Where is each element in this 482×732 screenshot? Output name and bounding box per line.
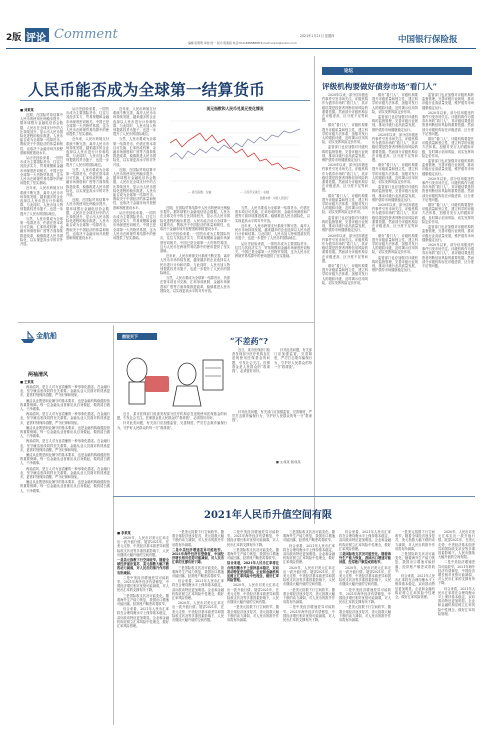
main-paragraph: 近期，在国际贸易结算中人民币的使用比例稳步提升。据环球银行金融电信协会数据，人民币在全球支付中的占比持续回升，显示出人民币国际化进程的稳步推进。人民币能否成为全球第一结算货币，既取决于中国经济的体量和韧性，也取决于金融市场开放程度和制度建设水平。 <box>160 206 230 232</box>
sidebar-paragraph: 2020年以来，部分信用债违约事件引发市场关注。评级机构作为债券市场的“看门人”，其评级结果是投资者判断信用风险的重要依据。然而部分评级机构存在评级虚高、区分度不足等问题。 <box>372 203 418 233</box>
column-paragraph: 廉洁从业既是职业操守的基本要求，也是金融机构稳健经营的重要保障。每一位金融从业者都应从自身做起，做到清白做人、干净做事。 <box>20 453 110 466</box>
main-paragraph: 从历史经验来看，一国货币成为主要国际货币，往往与其经济实力、贸易规模和金融市场深度密切相关。中国已是全球第一大货物贸易国，这为人民币在跨境贸易结算中的使用提供了坚实基础。 <box>66 107 109 137</box>
bottom-top-rule <box>113 496 475 497</box>
main-title-rule <box>20 100 310 101</box>
main-paragraph: 近期，在国际贸易结算中人民币的使用比例稳步提升。据环球银行金融电信协会数据，人民币在全球支付中的占比持续回升，显示出人民币国际化进程的稳步推进。人民币能否成为全球第一结算货币，既取决于中国经济的体量和韧性，也取决于金融市场开放程度和制度建设水平。 <box>20 113 63 155</box>
sidebar-paragraph: 2020年以来，部分信用债违约事件引发市场关注。评级机构作为债券市场的“看门人”，其评级结果是投资者判断信用风险的重要依据。然而部分评级机构存在评级虚高、区分度不足等问题。 <box>372 132 418 163</box>
bottom-paragraph: 综合来看，2021年人民币汇率将在合理均衡水平上保持基本稳定，双向波动特征更加明显。企业和金融机构应树立汇率风险中性理念，做好汇率风险管理。 <box>438 586 475 616</box>
bottom-article-byline: ■ 李某某 <box>117 531 131 535</box>
column-paragraph: 两袖清风，是古人对为官清廉的一种形象化描述。在金融行业，坚守廉洁底线同样至关重要。金融从业人员面对的诱惑更多，更需时刻保持清醒，严守纪律和规矩。 <box>20 385 110 398</box>
sidebar-title: 评级机构要做好债券市场“看门人” <box>322 82 438 91</box>
cartoon-illustration <box>117 340 227 410</box>
sidebar-paragraph: 2020年以来，部分信用债违约事件引发市场关注。评级机构作为债券市场的“看门人”，其评级结果是投资者判断信用风险的重要依据。然而部分评级机构存在评级虚高、区分度不足等问题。 <box>322 93 368 123</box>
cartoon-paragraph: 针对此类问题，有关部门应加强监管，完善制度，严厉打击欺诈骗保行为，守护好人民群众的每一分“救命钱”。 <box>117 421 227 430</box>
cartoon-paragraph: 近日，某市医保部门检查发现部分医疗机构存在违规使用医保基金的问题，引发社会关注。医保基金是人民群众的“救命钱”，必须管好用好。 <box>232 348 270 374</box>
sidebar-paragraph: 监管部门也应加强对评级机构的监督管理，完善评级行业规则，推动评级行业高质量发展，维护债券市场健康稳定运行。 <box>372 115 418 132</box>
bottom-paragraph: 三是国际收支状况可能变化。随着海外生产能力恢复，我国出口增速可能回落，经常账户顺差或将收窄。 <box>117 593 169 607</box>
section-title-en: Comment <box>54 27 118 42</box>
bottom-paragraph: 二是中美经济增速差异可能收窄。2021年海外经济有望修复，中国经济增长相对优势可能减弱，对人民币汇率的支撑有所下降。 <box>117 575 169 593</box>
cartoon-title: “不差药”? <box>230 336 268 346</box>
sidebar-paragraph: 做好“看门人”，评级机构要提升评级质量和独立性，建立科学的评级方法体系，加强对发行人的跟踪评级，及时揭示信用风险，切实发挥风险定价作用。 <box>322 193 368 215</box>
bottom-paragraph: 一是美元指数下行空间收窄。随着全球经济逐步复苏，美元指数大幅下跌的动力减弱，对人民币的推升作用将有所减弱。 <box>283 587 335 605</box>
sidebar-paragraph: 2020年以来，部分信用债违约事件引发市场关注。评级机构作为债券市场的“看门人”，其评级结果是投资者判断信用风险的重要依据。然而部分评级机构存在评级虚高、区分度不足等问题。 <box>322 233 368 263</box>
sidebar-paragraph: 做好“看门人”，评级机构要提升评级质量和独立性，建立科学的评级方法体系，加强对发行人的跟踪评级，及时揭示信用风险，切实发挥风险定价作用。 <box>322 123 368 145</box>
chart-legend-1: — 美元指数：左轴 <box>188 190 212 194</box>
bottom-paragraph: 综合来看，2021年人民币汇率将在合理均衡水平上保持基本稳定，双向波动特征更加明显。企业和金融机构应树立汇率风险中性理念，做好汇率风险管理。 <box>117 607 169 629</box>
bottom-paragraph: 2020年，人民币对美元汇率走出一波升值行情。展望2021年，在美元走势、中美经济基本面差异和国际收支状况等多重因素影响下，人民币继续大幅升值的空间有限。 <box>227 583 279 605</box>
chart-panel <box>160 104 310 202</box>
bottom-col-3 <box>227 530 279 722</box>
main-paragraph: 近年来，人民币跨境支付系统不断完善，离岸人民币市场持续发展，越来越多的企业选择以人民币进行计价和结算。与此同时，人民币加入特别提款权货币篮子，也进一步提升了人民币的国际地位。 <box>160 254 230 276</box>
column-text <box>20 385 110 705</box>
main-paragraph: 近年来，人民币跨境支付系统不断完善，离岸人民币市场持续发展，越来越多的企业选择以人民币进行计价和结算。与此同时，人民币加入特别提款权货币篮子，也进一步提升了人民币的国际地位。 <box>20 186 63 216</box>
bottom-col-4 <box>283 530 335 722</box>
sidebar-paragraph: 做好“看门人”，评级机构要提升评级质量和独立性，建立科学的评级方法体系，加强对发行人的跟踪评级，及时揭示信用风险，切实发挥风险定价作用。 <box>372 233 418 255</box>
sidebar-col-2 <box>372 93 418 521</box>
bottom-paragraph: 一是美元指数下行空间收窄。随着全球经济逐步复苏，美元指数大幅下跌的动力减弱，对人民币的推升作用将有所减弱。 <box>339 605 391 623</box>
column-paragraph: 廉洁从业既是职业操守的基本要求，也是金融机构稳健经营的重要保障。每一位金融从业者都应从自身做起，做到清白做人、干净做事。 <box>20 398 110 412</box>
main-article-col-3 <box>113 107 156 321</box>
bottom-paragraph: 2020年，人民币对美元汇率走出一波升值行情。展望2021年，在美元走势、中美经济基本面差异和国际收支状况等多重因素影响下，人民币继续大幅升值的空间有限。 <box>339 565 391 587</box>
sidebar-paragraph: 做好“看门人”，评级机构要提升评级质量和独立性，建立科学的评级方法体系，加强对发行人的跟踪评级，及时揭示信用风险，切实发挥风险定价作用。 <box>372 93 418 114</box>
bottom-paragraph: 2020年，人民币对美元汇率走出一波升值行情。展望2021年，在美元走势、中美经济基本面差异和国际收支状况等多重因素影响下，人民币继续大幅升值的空间有限。 <box>172 601 224 623</box>
cartoon-text-bottom <box>117 412 227 460</box>
bottom-paragraph: 一是美元指数下行空间收窄。随着全球经济逐步复苏，美元指数大幅下跌的动力减弱，对人民币的推升作用将有所减弱。 <box>172 530 224 547</box>
cartoon-drawing <box>117 340 227 410</box>
main-paragraph: 近期，在国际贸易结算中人民币的使用比例稳步提升。据环球银行金融电信协会数据，人民币在全球支付中的占比持续回升，显示出人民币国际化进程的稳步推进。人民币能否成为全球第一结算货币，既取决于中国经济的体量和韧性，也取决于金融市场开放程度和制度建设水平。 <box>66 198 109 241</box>
cartoon-text-left <box>232 348 270 406</box>
bottom-subhead: 二是中美经济增速差异可能收窄。2021年海外经济有望修复，中国经济增长相对优势可能减弱，对人民币汇率的支撑有所下降。 <box>172 547 224 565</box>
bottom-paragraph: 综合来看，2021年人民币汇率将在合理均衡水平上保持基本稳定，双向波动特征更加明显。企业和金融机构应树立汇率风险中性理念，做好汇率风险管理。 <box>395 574 435 600</box>
column-paragraph: 廉洁从业既是职业操守的基本要求，也是金融机构稳健经营的重要保障。每一位金融从业者都应从自身做起，做到清白做人、干净做事。 <box>20 480 110 493</box>
sidebar-paragraph: 监管部门也应加强对评级机构的监督管理，完善评级行业规则，推动评级行业高质量发展，维护债券市场健康稳定运行。 <box>322 215 368 233</box>
ship-icon <box>20 330 36 344</box>
main-article-col-4 <box>160 206 230 321</box>
chart-legend-2: — 人民币兑美元：右轴 <box>240 190 269 194</box>
bottom-paragraph: 三是国际收支状况可能变化。随着海外生产能力恢复，我国出口增速可能回落，经常账户顺差或将收窄。 <box>172 565 224 579</box>
sidebar-paragraph: 2020年以来，部分信用债违约事件引发市场关注。评级机构作为债券市场的“看门人”，其评级结果是投资者判断信用风险的重要依据。然而部分评级机构存在评级虚高、区分度不足等问题。 <box>422 110 474 136</box>
bottom-subhead: 三是国际收支状况可能变化。随着海外生产能力恢复，我国出口增速可能回落，经常账户顺差或将收窄。 <box>339 552 391 565</box>
chart-source: 数据来源：中国人民银行 <box>260 197 289 200</box>
sidebar-paragraph: 监管部门也应加强对评级机构的监督管理，完善评级行业规则，推动评级行业高质量发展，维护债券市场健康稳定运行。 <box>372 185 418 202</box>
sidebar-paragraph: 2020年以来，部分信用债违约事件引发市场关注。评级机构作为债券市场的“看门人”，其评级结果是投资者判断信用风险的重要依据。然而部分评级机构存在评级虚高、区分度不足等问题。 <box>422 242 474 268</box>
main-paragraph: 当然，人民币要成为全球第一结算货币，仍需在资本项目可兑换、汇率形成机制、金融市场深度和广度等方面持续推进改革，稳慎推进人民币国际化，以实现更高水平的对外开放。 <box>113 137 156 167</box>
main-paragraph: 从历史经验来看，一国货币成为主要国际货币，往往与其经济实力、贸易规模和金融市场深度密切相关。中国已是全球第一大货物贸易国，这为人民币在跨境贸易结算中的使用提供了坚实基础。 <box>20 156 63 186</box>
column-paragraph: 两袖清风，是古人对为官清廉的一种形象化描述。在金融行业，坚守廉洁底线同样至关重要。金融从业人员面对的诱惑更多，更需时刻保持清醒，严守纪律和规矩。 <box>20 412 110 425</box>
sidebar-col-1 <box>322 93 368 521</box>
bottom-paragraph: 综合来看，2021年人民币汇率将在合理均衡水平上保持基本稳定，双向波动特征更加明显。企业和金融机构应树立汇率风险中性理念，做好汇率风险管理。 <box>172 579 224 601</box>
bottom-subhead: 一是美元指数下行空间收窄。随着全球经济逐步复苏，美元指数大幅下跌的动力减弱，对人民币的推升作用将有所减弱。 <box>117 558 169 575</box>
column-divider <box>314 56 315 524</box>
main-paragraph: 当然，人民币要成为全球第一结算货币，仍需在资本项目可兑换、汇率形成机制、金融市场深度和广度等方面持续推进改革，稳慎推进人民币国际化，以实现更高水平的对外开放。 <box>160 276 230 293</box>
sidebar-paragraph: 2020年以来，部分信用债违约事件引发市场关注。评级机构作为债券市场的“看门人”，其评级结果是投资者判断信用风险的重要依据。然而部分评级机构存在评级虚高、区分度不足等问题。 <box>322 163 368 193</box>
main-paragraph: 近年来，人民币跨境支付系统不断完善，离岸人民币市场持续发展，越来越多的企业选择以人民币进行计价和结算。与此同时，人民币加入特别提款权货币篮子，也进一步提升了人民币的国际地位。 <box>235 223 310 241</box>
column-paragraph: 两袖清风，是古人对为官清廉的一种形象化描述。在金融行业，坚守廉洁底线同样至关重要。金融从业人员面对的诱惑更多，更需时刻保持清醒，严守纪律和规矩。 <box>20 439 110 452</box>
column-title: 两袖清风 <box>28 372 49 378</box>
series-rmb-usd <box>170 129 300 159</box>
bottom-col-1 <box>117 536 169 722</box>
column-logo <box>20 329 64 345</box>
header-rule <box>6 48 476 49</box>
sidebar-paragraph: 做好“看门人”，评级机构要提升评级质量和独立性，建立科学的评级方法体系，加强对发行人的跟踪评级，及时揭示信用风险，切实发挥风险定价作用。 <box>372 163 418 185</box>
bottom-paragraph: 二是中美经济增速差异可能收窄。2021年海外经济有望修复，中国经济增长相对优势可能减弱，对人民币汇率的支撑有所下降。 <box>438 560 475 586</box>
section-title-cn: 评论 <box>26 33 46 44</box>
bottom-paragraph: 二是中美经济增速差异可能收窄。2021年海外经济有望修复，中国经济增长相对优势可能减弱，对人民币汇率的支撑有所下降。 <box>283 605 335 623</box>
bottom-paragraph: 一是美元指数下行空间收窄。随着全球经济逐步复苏，美元指数大幅下跌的动力减弱，对人民币的推升作用将有所减弱。 <box>395 530 435 551</box>
sidebar-paragraph: 监管部门也应加强对评级机构的监督管理，完善评级行业规则，推动评级行业高质量发展，维护债券市场健康稳定运行。 <box>422 225 474 242</box>
bottom-paragraph: 三是国际收支状况可能变化。随着海外生产能力恢复，我国出口增速可能回落，经常账户顺差或将收窄。 <box>395 552 435 573</box>
sidebar-paragraph: 监管部门也应加强对评级机构的监督管理，完善评级行业规则，推动评级行业高质量发展，维护债券市场健康稳定运行。 <box>322 145 368 163</box>
main-paragraph: 当然，人民币要成为全球第一结算货币，仍需在资本项目可兑换、汇率形成机制、金融市场深度和广度等方面持续推进改革，稳慎推进人民币国际化，以实现更高水平的对外开放。 <box>235 206 310 223</box>
bottom-paragraph: 三是国际收支状况可能变化。随着海外生产能力恢复，我国出口增速可能回落，经常账户顺差或将收窄。 <box>227 547 279 561</box>
sidebar-col-3 <box>422 93 474 521</box>
cartoon-tag-label: 图说天下 <box>122 334 138 339</box>
column-byline: ■ 王某某 <box>20 380 34 384</box>
bottom-paragraph: 二是中美经济增速差异可能收窄。2021年海外经济有望修复，中国经济增长相对优势可能减弱，对人民币汇率的支撑有所下降。 <box>339 587 391 605</box>
bottom-col-6 <box>395 530 435 722</box>
cartoon-text-bottom-right <box>232 410 312 458</box>
cartoon-paragraph: 近日，某市医保部门检查发现部分医疗机构存在违规使用医保基金的问题，引发社会关注。医保基金是人民群众的“救命钱”，必须管好用好。 <box>117 412 227 421</box>
sidebar-paragraph: 做好“看门人”，评级机构要提升评级质量和独立性，建立科学的评级方法体系，加强对发行人的跟踪评级，及时揭示信用风险，切实发挥风险定价作用。 <box>422 203 474 224</box>
column-paragraph: 廉洁从业既是职业操守的基本要求，也是金融机构稳健经营的重要保障。每一位金融从业者都应从自身做起，做到清白做人、干净做事。 <box>20 425 110 439</box>
sidebar-tag-label: 论坛 <box>344 69 353 74</box>
bottom-paragraph: 2020年，人民币对美元汇率走出一波升值行情。展望2021年，在美元走势、中美经济基本面差异和国际收支状况等多重因素影响下，人民币继续大幅升值的空间有限。 <box>438 530 475 560</box>
sidebar-paragraph: 监管部门也应加强对评级机构的监督管理，完善评级行业规则，推动评级行业高质量发展，维护债券市场健康稳定运行。 <box>422 93 474 110</box>
main-article-col-1 <box>20 113 63 321</box>
editor-info: 编辑:张明明 审校:周一 版式:陈素娟 电话:010-88888888 E-mail:xxxxx@xxxxx.com <box>188 41 297 45</box>
bottom-paragraph: 2020年，人民币对美元汇率走出一波升值行情。展望2021年，在美元走势、中美经济基本面差异和国际收支状况等多重因素影响下，人民币继续大幅升值的空间有限。 <box>117 536 169 557</box>
sidebar-paragraph: 监管部门也应加强对评级机构的监督管理，完善评级行业规则，推动评级行业高质量发展，维护债券市场健康稳定运行。 <box>372 255 418 273</box>
cartoon-byline: ■ 文/某某 图/某某 <box>276 460 301 464</box>
cartoon-text-right <box>274 348 312 400</box>
bottom-subhead: 综合来看，2021年人民币汇率将在合理均衡水平上保持基本稳定，双向波动特征更加明显。企业和金融机构应树立汇率风险中性理念，做好汇率风险管理。 <box>227 561 279 583</box>
bottom-paragraph: 综合来看，2021年人民币汇率将在合理均衡水平上保持基本稳定，双向波动特征更加明显。企业和金融机构应树立汇率风险中性理念，做好汇率风险管理。 <box>339 530 391 551</box>
page-number: 2版 <box>6 33 22 43</box>
masthead-logo: 中国银行保险报 <box>398 35 458 45</box>
bottom-paragraph: 2020年，人民币对美元汇率走出一波升值行情。展望2021年，在美元走势、中美经济基本面差异和国际收支状况等多重因素影响下，人民币继续大幅升值的空间有限。 <box>283 565 335 587</box>
sidebar-paragraph: 做好“看门人”，评级机构要提升评级质量和独立性，建立科学的评级方法体系，加强对发行人的跟踪评级，及时揭示信用风险，切实发挥风险定价作用。 <box>322 263 368 285</box>
main-paragraph: 从历史经验来看，一国货币成为主要国际货币，往往与其经济实力、贸易规模和金融市场深度密切相关。中国已是全球第一大货物贸易国，这为人民币在跨境贸易结算中的使用提供了坚实基础。 <box>113 210 156 241</box>
bottom-col-5 <box>339 530 391 722</box>
main-paragraph: 近年来，人民币跨境支付系统不断完善，离岸人民币市场持续发展，越来越多的企业选择以人民币进行计价和结算。与此同时，人民币加入特别提款权货币篮子，也进一步提升了人民币的国际地位。 <box>113 107 156 137</box>
main-paragraph: 近期，在国际贸易结算中人民币的使用比例稳步提升。据环球银行金融电信协会数据，人民币在全球支付中的占比持续回升，显示出人民币国际化进程的稳步推进。人民币能否成为全球第一结算货币，既取决于中国经济的体量和韧性，也取决于金融市场开放程度和制度建设水平。 <box>113 167 156 210</box>
main-article-byline: ■ 刘某某 <box>20 108 34 112</box>
issue-date: 2021年1月21日 星期四 <box>300 34 335 38</box>
bottom-col-2 <box>172 530 224 722</box>
main-paragraph: 从历史经验来看，一国货币成为主要国际货币，往往与其经济实力、贸易规模和金融市场深度密切相关。中国已是全球第一大货物贸易国，这为人民币在跨境贸易结算中的使用提供了坚实基础。 <box>160 232 230 254</box>
bottom-paragraph: 三是国际收支状况可能变化。随着海外生产能力恢复，我国出口增速可能回落，经常账户顺差或将收窄。 <box>283 530 335 543</box>
column-divider <box>113 325 114 725</box>
section-rule <box>18 322 314 323</box>
main-paragraph: 当然，人民币要成为全球第一结算货币，仍需在资本项目可兑换、汇率形成机制、金融市场深度和广度等方面持续推进改革，稳慎推进人民币国际化，以实现更高水平的对外开放。 <box>66 167 109 198</box>
cartoon-paragraph: 针对此类问题，有关部门应加强监管，完善制度，严厉打击欺诈骗保行为，守护好人民群众的每一分“救命钱”。 <box>274 348 312 369</box>
sidebar-paragraph: 做好“看门人”，评级机构要提升评级质量和独立性，建立科学的评级方法体系，加强对发行人的跟踪评级，及时揭示信用风险，切实发挥风险定价作用。 <box>422 137 474 158</box>
main-article-title: 人民币能否成为全球第一结算货币 <box>28 80 266 99</box>
main-paragraph: 近年来，人民币跨境支付系统不断完善，离岸人民币市场持续发展，越来越多的企业选择以人民币进行计价和结算。与此同时，人民币加入特别提款权货币篮子，也进一步提升了人民币的国际地位。 <box>66 137 109 167</box>
bottom-paragraph: 二是中美经济增速差异可能收窄。2021年海外经济有望修复，中国经济增长相对优势可能减弱，对人民币汇率的支撑有所下降。 <box>227 530 279 547</box>
bottom-article-title: 2021年人民币升值空间有限 <box>204 510 332 521</box>
column-logo-text: 金航船 <box>36 331 57 340</box>
main-paragraph: 当然，人民币要成为全球第一结算货币，仍需在资本项目可兑换、汇率形成机制、金融市场深度和广度等方面持续推进改革，稳慎推进人民币国际化，以实现更高水平的对外开放。 <box>20 216 63 247</box>
sidebar-paragraph: 监管部门也应加强对评级机构的监督管理，完善评级行业规则，推动评级行业高质量发展，维护债券市场健康稳定运行。 <box>422 159 474 176</box>
column-paragraph: 两袖清风，是古人对为官清廉的一种形象化描述。在金融行业，坚守廉洁底线同样至关重要。金融从业人员面对的诱惑更多，更需时刻保持清醒，严守纪律和规矩。 <box>20 466 110 480</box>
main-article-col-5 <box>235 206 310 321</box>
cartoon-paragraph: 针对此类问题，有关部门应加强监管，完善制度，严厉打击欺诈骗保行为，守护好人民群众的每一分“救命钱”。 <box>232 410 312 423</box>
bottom-paragraph: 综合来看，2021年人民币汇率将在合理均衡水平上保持基本稳定，双向波动特征更加明显。企业和金融机构应树立汇率风险中性理念，做好汇率风险管理。 <box>283 543 335 565</box>
main-article-col-2 <box>66 107 109 321</box>
chart-plot <box>160 113 310 193</box>
main-paragraph: 从历史经验来看，一国货币成为主要国际货币，往往与其经济实力、贸易规模和金融市场深度密切相关。中国已是全球第一大货物贸易国，这为人民币在跨境贸易结算中的使用提供了坚实基础。 <box>235 241 310 259</box>
bottom-col-7 <box>438 530 475 722</box>
chart-title: 美元指数和人民币兑美元变化情况 <box>206 106 264 111</box>
sidebar-paragraph: 2020年以来，部分信用债违约事件引发市场关注。评级机构作为债券市场的“看门人”，其评级结果是投资者判断信用风险的重要依据。然而部分评级机构存在评级虚高、区分度不足等问题。 <box>422 176 474 202</box>
bottom-paragraph: 一是美元指数下行空间收窄。随着全球经济逐步复苏，美元指数大幅下跌的动力减弱，对人民币的推升作用将有所减弱。 <box>227 605 279 623</box>
